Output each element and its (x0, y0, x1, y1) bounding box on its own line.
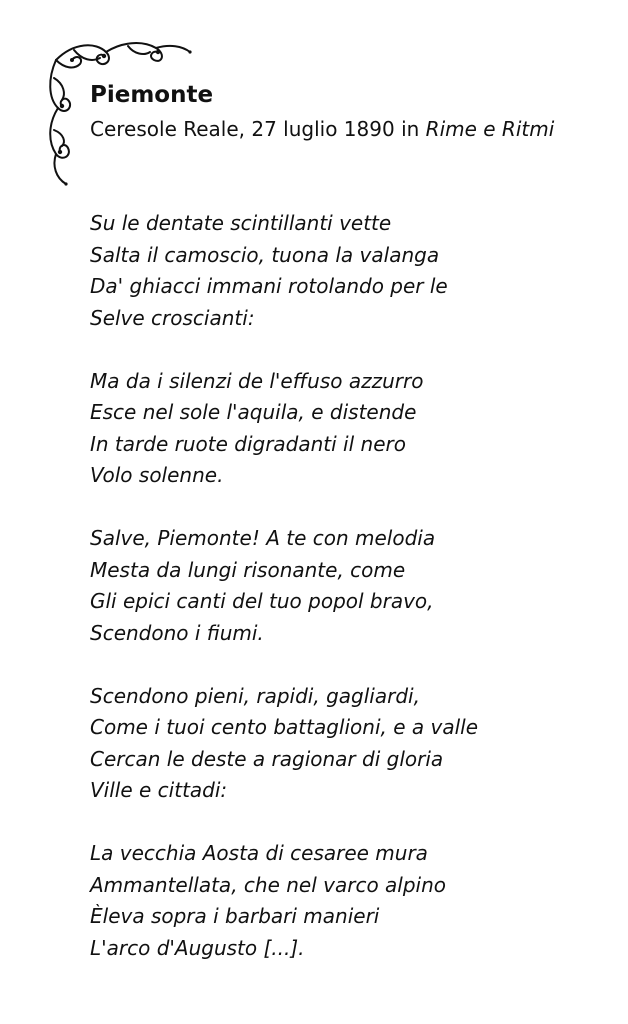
verse-line: Salve, Piemonte! A te con melodia (90, 526, 436, 550)
verse-line: Scendono pieni, rapidi, gagliardi, (90, 683, 420, 708)
subtitle-work-title: Rime e Ritmi (425, 117, 555, 141)
verse-line: Ammantellata, che nel varco alpino (90, 872, 447, 897)
verse-line: In tarde ruote digradanti il nero (90, 431, 406, 456)
verse-line: Èleva sopra i barbari manieri (90, 904, 380, 928)
verse-line: Ville e cittadi: (90, 778, 228, 802)
verse-line: Gli epici canti del tuo popol bravo, (90, 589, 434, 613)
verse-line: La vecchia Aosta di cesaree mura (90, 841, 428, 865)
stanza-1 (90, 208, 610, 334)
verse-line: Selve croscianti: (90, 305, 255, 330)
verse-line: Scendono i fiumi. (90, 620, 264, 645)
subtitle-in: in (401, 117, 420, 141)
verse-line: Come i tuoi cento battaglioni, e a valle (90, 715, 479, 739)
stanza-2 (90, 366, 610, 492)
subtitle-place-date: Ceresole Reale, 27 luglio 1890 (90, 117, 395, 141)
poem-subtitle (90, 114, 610, 144)
verse-line: Ma da i silenzi de l'effuso azzurro (90, 368, 424, 393)
stanza-3 (90, 523, 610, 649)
verse-line: Esce nel sole l'aquila, e distende (90, 400, 417, 424)
stanza-4 (90, 681, 610, 807)
poem-title: Piemonte (90, 82, 214, 108)
verse-line: Da' ghiacci immani rotolando per le (90, 274, 448, 298)
poem-body (90, 208, 610, 996)
verse-line: Volo solenne. (90, 463, 224, 487)
verse-line: Cercan le deste a ragionar di gloria (90, 746, 444, 771)
poem-header (90, 80, 610, 144)
verse-line: Su le dentate scintillanti vette (90, 211, 392, 235)
verse-line: Salta il camoscio, tuona la valanga (90, 242, 440, 267)
verse-line: Mesta da lungi risonante, come (90, 557, 406, 582)
stanza-5 (90, 838, 610, 964)
verse-line: L'arco d'Augusto [...]. (90, 935, 305, 960)
